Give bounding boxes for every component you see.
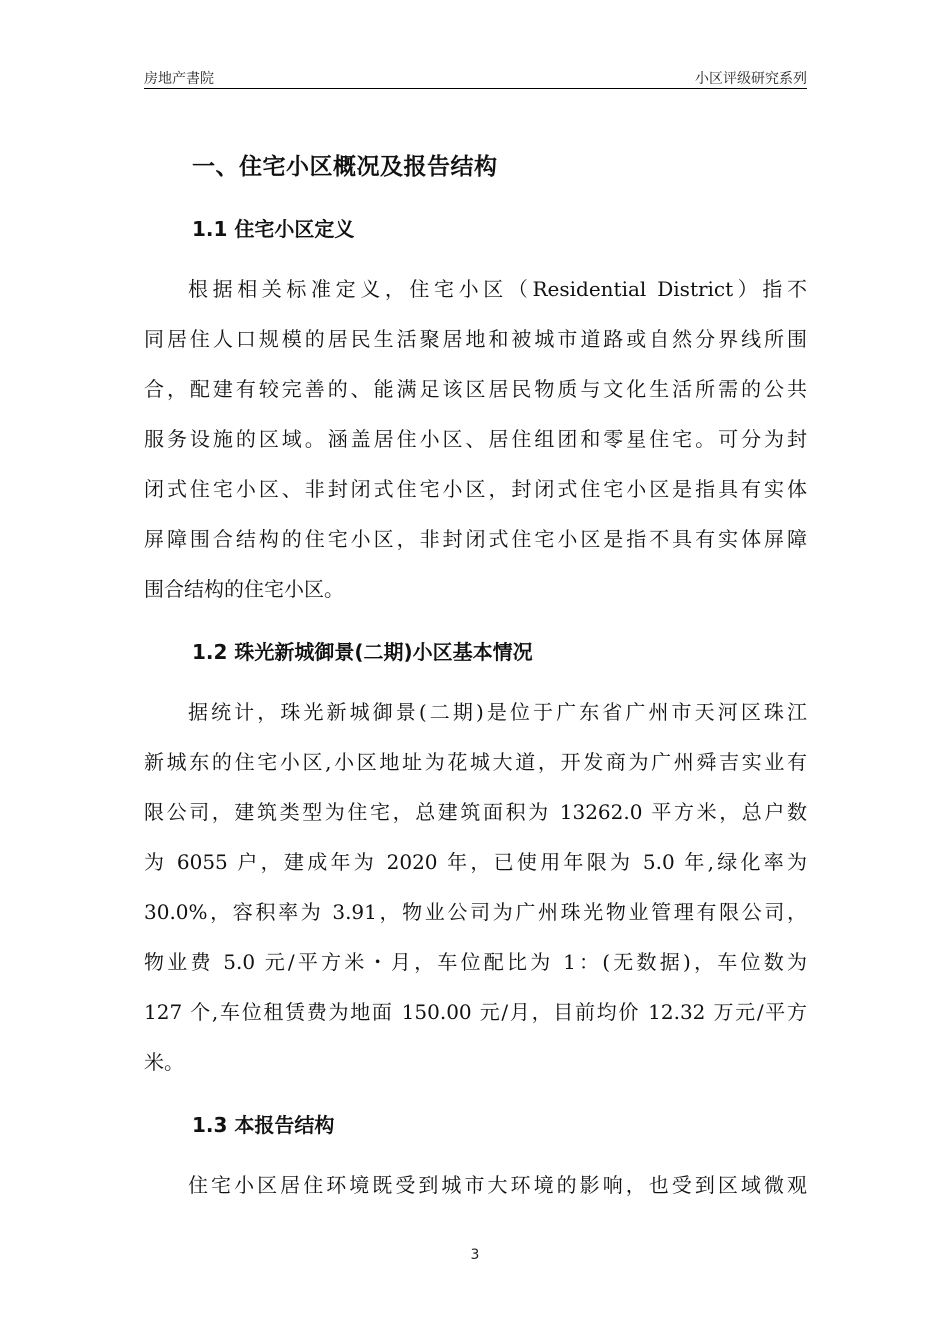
paragraph-line: 屏障围合结构的住宅小区，非封闭式住宅小区是指不具有实体屏障 <box>144 527 807 551</box>
paragraph-line: 127 个,车位租赁费为地面 150.00 元/月，目前均价 12.32 万元/平方 <box>144 1000 807 1024</box>
paragraph-line: 住宅小区居住环境既受到城市大环境的影响，也受到区域微观 <box>188 1173 807 1197</box>
page-number: 3 <box>470 1247 480 1263</box>
paragraph-line: 围合结构的住宅小区。 <box>144 577 344 601</box>
paragraph-line: 为 6055 户，建成年为 2020 年，已使用年限为 5.0 年,绿化率为 <box>144 850 807 874</box>
header-divider <box>144 88 807 89</box>
header-publisher: 房地产書院 <box>144 71 214 87</box>
paragraph-line: 闭式住宅小区、非封闭式住宅小区，封闭式住宅小区是指具有实体 <box>144 477 807 501</box>
paragraph-line: 同居住人口规模的居民生活聚居地和被城市道路或自然分界线所围 <box>144 327 807 351</box>
subsection-heading-1-2: 1.2 珠光新城御景(二期)小区基本情况 <box>192 640 533 664</box>
paragraph-line: 限公司，建筑类型为住宅，总建筑面积为 13262.0 平方米，总户数 <box>144 800 807 824</box>
subsection-heading-1-1: 1.1 住宅小区定义 <box>192 217 355 241</box>
section-title: 一、住宅小区概况及报告结构 <box>192 154 498 180</box>
paragraph-report-structure <box>144 1160 807 1210</box>
paragraph-line: 根据相关标准定义，住宅小区（Residential District）指不 <box>188 277 807 301</box>
page-header <box>144 68 807 88</box>
paragraph-line: 新城东的住宅小区,小区地址为花城大道，开发商为广州舜吉实业有 <box>144 750 807 774</box>
paragraph-line: 服务设施的区域。涵盖居住小区、居住组团和零星住宅。可分为封 <box>144 427 807 451</box>
paragraph-line: 物业费 5.0 元/平方米・月，车位配比为 1：(无数据)，车位数为 <box>144 950 807 974</box>
paragraph-line: 据统计，珠光新城御景(二期)是位于广东省广州市天河区珠江 <box>188 700 807 724</box>
subsection-heading-1-3: 1.3 本报告结构 <box>192 1113 335 1137</box>
paragraph-definition <box>144 264 807 614</box>
paragraph-basic-info <box>144 687 807 1087</box>
paragraph-line: 合，配建有较完善的、能满足该区居民物质与文化生活所需的公共 <box>144 377 807 401</box>
header-series-title: 小区评级研究系列 <box>695 71 807 87</box>
paragraph-line: 米。 <box>144 1050 184 1074</box>
paragraph-line: 30.0%，容积率为 3.91，物业公司为广州珠光物业管理有限公司， <box>144 900 807 924</box>
